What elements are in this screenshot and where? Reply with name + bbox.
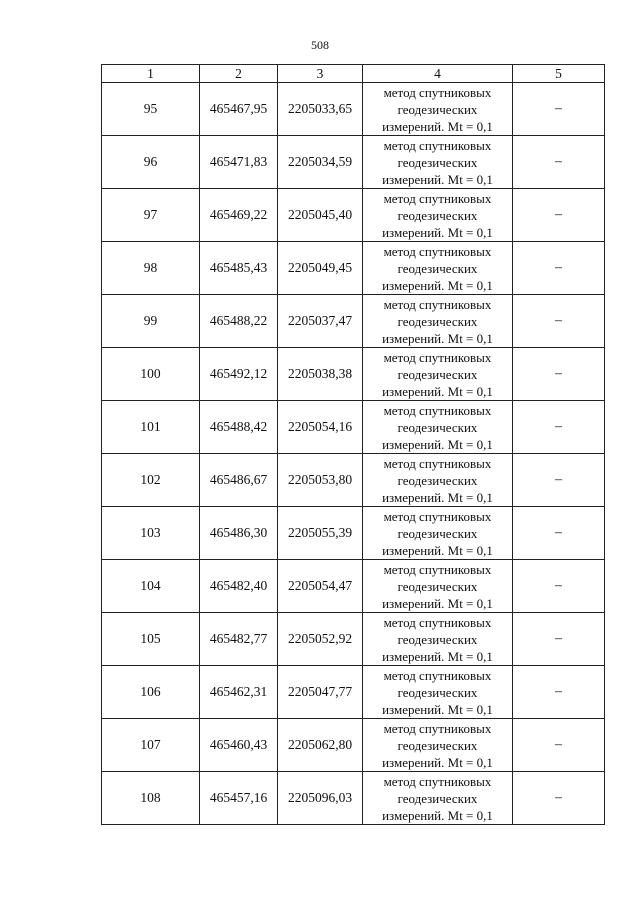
x-coordinate-cell: 465482,77 [200, 613, 278, 666]
table-row [102, 666, 605, 719]
method-line: метод спутниковых [383, 667, 492, 683]
x-coordinate-cell: 465486,67 [200, 454, 278, 507]
method-line: измерений. Mt = 0,1 [382, 754, 493, 770]
method-line: измерений. Mt = 0,1 [382, 701, 493, 717]
point-number-cell: 99 [102, 295, 200, 348]
point-number-cell: 100 [102, 348, 200, 401]
x-coordinate-cell: 465486,30 [200, 507, 278, 560]
method-line: измерений. Mt = 0,1 [382, 648, 493, 664]
method-line: метод спутниковых [383, 402, 492, 418]
method-line: геодезических [397, 260, 478, 276]
method-cell [363, 613, 513, 666]
table-row [102, 772, 605, 825]
point-number-cell: 95 [102, 83, 200, 136]
method-cell [363, 136, 513, 189]
x-coordinate-cell: 465492,12 [200, 348, 278, 401]
x-coordinate-cell: 465460,43 [200, 719, 278, 772]
method-line: метод спутниковых [383, 243, 492, 259]
y-coordinate-cell: 2205053,80 [278, 454, 363, 507]
y-coordinate-cell: 2205047,77 [278, 666, 363, 719]
method-cell [363, 242, 513, 295]
method-line: геодезических [397, 684, 478, 700]
point-number-cell: 98 [102, 242, 200, 295]
table-header-row [102, 65, 605, 83]
method-line: измерений. Mt = 0,1 [382, 542, 493, 558]
x-coordinate-cell: 465457,16 [200, 772, 278, 825]
note-cell: – [513, 454, 605, 507]
method-cell [363, 454, 513, 507]
y-coordinate-cell: 2205054,16 [278, 401, 363, 454]
column-header: 2 [200, 65, 278, 83]
method-cell [363, 83, 513, 136]
point-number-cell: 104 [102, 560, 200, 613]
x-coordinate-cell: 465488,42 [200, 401, 278, 454]
y-coordinate-cell: 2205033,65 [278, 83, 363, 136]
column-header: 4 [363, 65, 513, 83]
method-line: геодезических [397, 631, 478, 647]
y-coordinate-cell: 2205052,92 [278, 613, 363, 666]
table-row [102, 560, 605, 613]
method-line: измерений. Mt = 0,1 [382, 489, 493, 505]
point-number-cell: 96 [102, 136, 200, 189]
method-line: метод спутниковых [383, 614, 492, 630]
method-line: измерений. Mt = 0,1 [382, 436, 493, 452]
method-line: метод спутниковых [383, 137, 492, 153]
method-cell [363, 772, 513, 825]
point-number-cell: 105 [102, 613, 200, 666]
method-line: геодезических [397, 578, 478, 594]
method-line: геодезических [397, 472, 478, 488]
table-row [102, 348, 605, 401]
note-cell: – [513, 666, 605, 719]
y-coordinate-cell: 2205045,40 [278, 189, 363, 242]
method-line: геодезических [397, 313, 478, 329]
note-cell: – [513, 242, 605, 295]
method-line: метод спутниковых [383, 773, 492, 789]
point-number-cell: 108 [102, 772, 200, 825]
x-coordinate-cell: 465462,31 [200, 666, 278, 719]
x-coordinate-cell: 465467,95 [200, 83, 278, 136]
table-row [102, 136, 605, 189]
y-coordinate-cell: 2205049,45 [278, 242, 363, 295]
table-row [102, 507, 605, 560]
column-header: 5 [513, 65, 605, 83]
method-cell [363, 401, 513, 454]
note-cell: – [513, 189, 605, 242]
method-line: метод спутниковых [383, 561, 492, 577]
point-number-cell: 97 [102, 189, 200, 242]
coordinates-table [101, 64, 605, 825]
y-coordinate-cell: 2205096,03 [278, 772, 363, 825]
table-row [102, 83, 605, 136]
point-number-cell: 102 [102, 454, 200, 507]
y-coordinate-cell: 2205054,47 [278, 560, 363, 613]
y-coordinate-cell: 2205062,80 [278, 719, 363, 772]
method-line: измерений. Mt = 0,1 [382, 595, 493, 611]
note-cell: – [513, 136, 605, 189]
note-cell: – [513, 295, 605, 348]
table-row [102, 242, 605, 295]
method-line: геодезических [397, 154, 478, 170]
method-line: измерений. Mt = 0,1 [382, 330, 493, 346]
method-line: геодезических [397, 419, 478, 435]
column-header: 3 [278, 65, 363, 83]
method-line: метод спутниковых [383, 508, 492, 524]
method-cell [363, 560, 513, 613]
method-cell [363, 348, 513, 401]
method-cell [363, 295, 513, 348]
table-row [102, 613, 605, 666]
point-number-cell: 106 [102, 666, 200, 719]
point-number-cell: 101 [102, 401, 200, 454]
y-coordinate-cell: 2205034,59 [278, 136, 363, 189]
note-cell: – [513, 507, 605, 560]
method-line: метод спутниковых [383, 190, 492, 206]
method-line: геодезических [397, 790, 478, 806]
method-line: измерений. Mt = 0,1 [382, 277, 493, 293]
method-cell [363, 507, 513, 560]
method-cell [363, 719, 513, 772]
note-cell: – [513, 83, 605, 136]
method-line: метод спутниковых [383, 296, 492, 312]
method-line: измерений. Mt = 0,1 [382, 171, 493, 187]
method-line: геодезических [397, 737, 478, 753]
method-line: геодезических [397, 207, 478, 223]
y-coordinate-cell: 2205037,47 [278, 295, 363, 348]
note-cell: – [513, 348, 605, 401]
method-cell [363, 666, 513, 719]
method-line: измерений. Mt = 0,1 [382, 118, 493, 134]
point-number-cell: 107 [102, 719, 200, 772]
method-line: метод спутниковых [383, 349, 492, 365]
method-line: метод спутниковых [383, 84, 492, 100]
x-coordinate-cell: 465488,22 [200, 295, 278, 348]
table-row [102, 295, 605, 348]
method-line: измерений. Mt = 0,1 [382, 224, 493, 240]
method-cell [363, 189, 513, 242]
table-row [102, 401, 605, 454]
note-cell: – [513, 772, 605, 825]
note-cell: – [513, 719, 605, 772]
table-row [102, 454, 605, 507]
method-line: метод спутниковых [383, 720, 492, 736]
y-coordinate-cell: 2205038,38 [278, 348, 363, 401]
table-row [102, 719, 605, 772]
x-coordinate-cell: 465471,83 [200, 136, 278, 189]
note-cell: – [513, 401, 605, 454]
y-coordinate-cell: 2205055,39 [278, 507, 363, 560]
method-line: геодезических [397, 101, 478, 117]
method-line: измерений. Mt = 0,1 [382, 383, 493, 399]
note-cell: – [513, 560, 605, 613]
note-cell: – [513, 613, 605, 666]
method-line: геодезических [397, 525, 478, 541]
column-header: 1 [102, 65, 200, 83]
table-row [102, 189, 605, 242]
method-line: измерений. Mt = 0,1 [382, 807, 493, 823]
page-number: 508 [311, 38, 329, 52]
method-line: метод спутниковых [383, 455, 492, 471]
x-coordinate-cell: 465485,43 [200, 242, 278, 295]
x-coordinate-cell: 465469,22 [200, 189, 278, 242]
point-number-cell: 103 [102, 507, 200, 560]
x-coordinate-cell: 465482,40 [200, 560, 278, 613]
method-line: геодезических [397, 366, 478, 382]
